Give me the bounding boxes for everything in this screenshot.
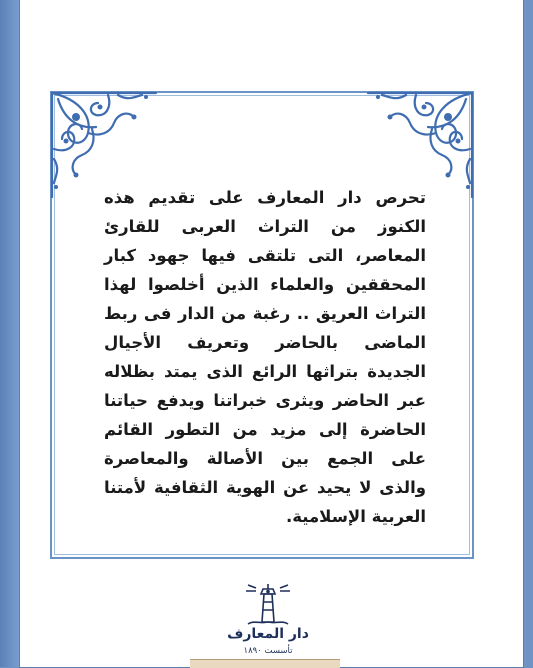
lighthouse-icon [218, 580, 318, 626]
cover-spine [0, 0, 20, 667]
blurb-paragraph: تحرص دار المعارف على تقديم هذه الكنوز من التراث العربى للقارئ المعاصر، التى تلتقى فيها جهود كبار المحققين والعلماء الذين أخلصوا لهذا التراث العريق .. رغبة من الدار فى ربط الماضى بالحاضر وتعريف الأجيال الجديدة بتراثها الرائع الذى يمتد بظلاله عبر الحاضر ويثرى خبراتنا ويدفع حياتنا الحاضرة إلى مزيد من التطور القائم على الجمع بين الأصالة والمعاصرة والذى لا يحيد عن الهوية الثقافية لأمتنا العربية الإسلامية. [104, 188, 426, 526]
publisher-name: دار المعارف [227, 626, 309, 642]
publisher-established: تأسست ١٨٩٠ [243, 646, 293, 656]
publisher-logo [218, 580, 318, 667]
